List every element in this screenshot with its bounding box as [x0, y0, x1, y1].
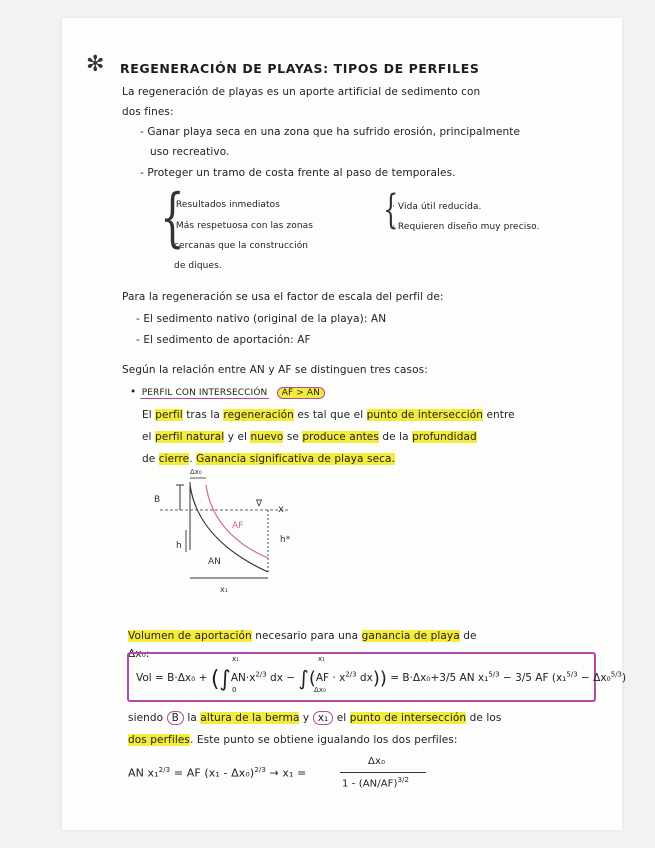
fraction-numerator: Δx₀: [368, 756, 386, 767]
brace-cons: {: [383, 187, 399, 233]
perfil-heading: [130, 386, 325, 398]
escala-item: - El sedimento nativo (original de la playa): AN: [136, 313, 387, 325]
siendo-line-1: siendo B la altura de la berma y x₁ el punto de intersección de los: [128, 712, 502, 724]
label-hstar: h*: [280, 535, 291, 545]
pro-item: · Resultados inmediatos: [170, 200, 281, 210]
label-x1: x₁: [220, 585, 228, 594]
bullet: •: [130, 386, 140, 398]
volumen-dx0: Δx₀:: [128, 648, 150, 660]
fin-1-line-2: uso recreativo.: [150, 146, 230, 158]
star-icon: ✻: [86, 52, 105, 77]
limit-top-2: x₁: [318, 655, 326, 663]
sea-level-icon: ∇: [256, 499, 263, 509]
limit-top-1: x₁: [232, 655, 240, 663]
pro-item: · Más respetuosa con las zonas: [170, 221, 314, 231]
escala-item: - El sedimento de aportación: AF: [136, 334, 311, 346]
limit-bot-1: 0: [232, 686, 237, 694]
label-AN: AN: [208, 557, 221, 567]
volumen-line: Volumen de aportación necesario para una ganancia de playa de: [128, 630, 477, 642]
intro-line-2: dos fines:: [122, 106, 174, 118]
escala-intro: Para la regeneración se usa el factor de escala del perfil de:: [122, 291, 444, 303]
perfil-condition: AF > AN: [277, 387, 325, 399]
casos-line: Según la relación entre AN y AF se distinguen tres casos:: [122, 364, 428, 376]
perfil-desc-line-2: el perfil natural y el nuevo se produce antes de la profundidad: [142, 431, 477, 443]
label-h: h: [176, 541, 182, 551]
volume-formula: Vol = $B\cdot\Delta x_0 + (\int AN\cdot x^{2/3}$ dx − $\int(AF \cdot x^{2/3}$ dx)) = B·Δx₀+3/5 AN x₁$^{5/3}$ − 3/5 AF (x₁$^{5/3}$ − Δx₀$^{5/3}$): [136, 666, 627, 692]
profile-diagram: [140, 460, 320, 610]
label-B: B: [154, 495, 161, 505]
siendo-line-2: dos perfiles. Este punto se obtiene igualando los dos perfiles:: [128, 734, 458, 746]
perfil-desc-line-3: de cierre. Ganancia significativa de playa seca.: [142, 453, 395, 465]
label-x: x: [278, 504, 284, 515]
notebook-page: [62, 18, 622, 830]
limit-bot-2: Δx₀: [314, 686, 327, 694]
fin-1-line-1: - Ganar playa seca en una zona que ha sufrido erosión, principalmente: [140, 126, 521, 138]
con-item: · Requieren diseño muy preciso.: [392, 222, 540, 232]
brace-pros: {: [160, 181, 185, 255]
fin-2-line-1: - Proteger un tramo de costa frente al paso de temporales.: [140, 167, 456, 179]
label-AF: AF: [232, 521, 244, 531]
fraction-denominator: $1 - (AN/AF)^{3/2}$: [342, 776, 410, 790]
pro-item: cercanas que la construcción: [174, 241, 309, 251]
con-item: · Vida útil reducida.: [392, 202, 482, 212]
label-dx0: Δx₀: [190, 468, 202, 476]
pro-item: de diques.: [174, 261, 222, 271]
page-title: REGENERACIÓN DE PLAYAS: TIPOS DE PERFILES: [120, 61, 480, 76]
intro-line-1: La regeneración de playas es un aporte artificial de sedimento con: [122, 86, 481, 98]
intersection-equation: AN x₁$^{2/3}$ = AF (x₁ - Δx₀)$^{2/3}$ → x₁ =: [128, 766, 307, 780]
perfil-desc-line-1: El perfil tras la regeneración es tal que el punto de intersección entre: [142, 409, 515, 421]
fraction-bar: [340, 772, 426, 773]
perfil-label: PERFIL CON INTERSECCIÓN: [141, 388, 268, 398]
